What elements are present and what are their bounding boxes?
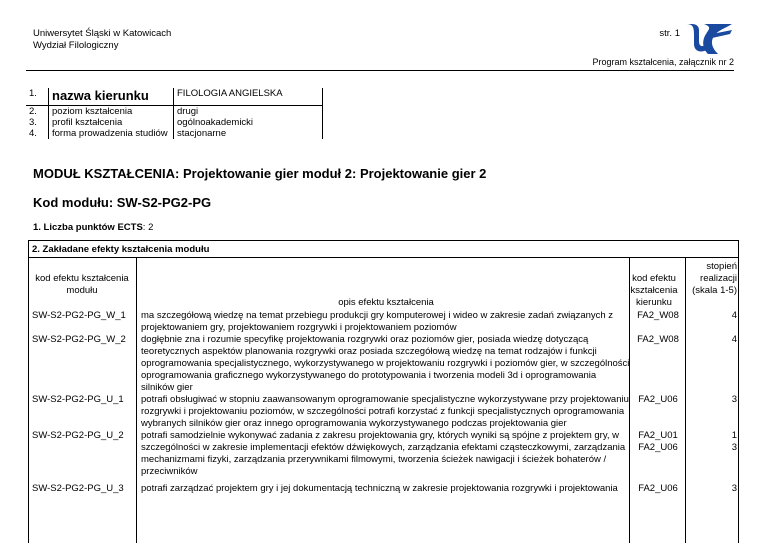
outcome-description: potrafi zarządzać projektem gry i jej dokumentacją techniczną w zakresie projektowania rozgrywki i projektowania <box>141 483 618 494</box>
info-name: profil kształcenia <box>49 117 174 128</box>
outcome-program-code: FA2_W08 <box>637 334 679 345</box>
info-name: nazwa kierunku <box>49 88 174 106</box>
outcome-program-code: FA2_U01 FA2_U06 <box>638 430 678 453</box>
university-logo <box>682 22 734 56</box>
outcomes-section <box>28 240 739 543</box>
outcome-level: 3 <box>731 483 737 494</box>
outcome-description: potrafi samodzielnie wykonywać zadania z zakresu projektowania gry, których wyniki są spójne z projektem gry, w szczególności w zakresie implementacji efektów dźwiękowych, zarządzania efektami cząsteczkowymi, zarządzania mechanizmami fizyki, zarządzania przerywnikami filmowymi, tworzenia ścieżek nawigacji i ścieżek bohaterów / przeciwników <box>141 430 626 477</box>
program-info-table <box>26 88 323 139</box>
info-name: poziom kształcenia <box>49 106 174 118</box>
program-annex: Program kształcenia, załącznik nr 2 <box>592 57 734 67</box>
outcome-description: ma szczegółową wiedzę na temat przebiegu produkcji gry komputerowej i wideo w zakresie zadań związanych z projektowaniem gry, projektowaniem rozgrywki i projektowaniem poziomów <box>141 310 614 333</box>
header-realization-level: stopień realizacji (skala 1-5) <box>692 261 737 296</box>
outcome-description: potrafi obsługiwać w stopniu zaawansowanym oprogramowanie specjalistyczne wykorzystywane przy projektowaniu rozgrywki i projektowaniu poziomów, w szczególności potrafi korzystać z funkcji specjalistycznych oprogramowania wybranych silników gier oraz innego oprogramowania wykorzystywanego podczas projektowania gier <box>141 394 629 429</box>
module-code: Kod modułu: SW-S2-PG2-PG <box>33 195 212 210</box>
info-num: 2. <box>26 106 49 118</box>
info-value: FILOLOGIA ANGIELSKA <box>174 88 323 106</box>
info-row <box>26 106 323 118</box>
column-divider <box>685 257 686 543</box>
info-row <box>26 117 323 128</box>
university-name: Uniwersytet Śląski w Katowicach <box>33 28 172 39</box>
outcome-code: SW-S2-PG2-PG_U_1 <box>32 394 124 405</box>
info-name: forma prowadzenia studiów <box>49 128 174 139</box>
header-program-code: kod efektu kształcenia kierunku <box>630 273 678 308</box>
outcome-level: 3 <box>731 394 737 405</box>
ects-points <box>33 222 153 233</box>
info-num: 3. <box>26 117 49 128</box>
outcome-level: 1 3 <box>731 430 737 453</box>
info-value: ogólnoakademicki <box>174 117 323 128</box>
info-row <box>26 88 323 106</box>
ects-value: : 2 <box>142 222 154 233</box>
outcome-program-code: FA2_U06 <box>638 483 678 494</box>
info-num: 4. <box>26 128 49 139</box>
header-divider <box>26 70 734 71</box>
ects-label: 1. Liczba punktów ECTS <box>33 222 143 233</box>
outcome-description: dogłębnie zna i rozumie specyfikę projektowania rozgrywki oraz poziomów gier, posiada wiedzę dotyczącą teoretycznych aspektów planowania rozgrywki oraz posiada szczegółową wiedzę na temat rodzajów i funkcji oprogramowania specjalistycznego, wykorzystywanego w projektowaniu rozgrywki i poziomów gier, w szczególności oprogramowania graficznego wykorzystywanego do prototypowania i tworzenia modeli 3d i oprogramowania silników gier <box>141 334 630 393</box>
info-num: 1. <box>26 88 49 106</box>
outcome-code: SW-S2-PG2-PG_W_2 <box>32 334 126 345</box>
header-left <box>33 28 171 52</box>
info-value: drugi <box>174 106 323 118</box>
info-value: stacjonarne <box>174 128 323 139</box>
info-row <box>26 128 323 139</box>
outcome-level: 4 <box>731 310 737 321</box>
outcome-code: SW-S2-PG2-PG_U_3 <box>32 483 124 494</box>
outcomes-title: 2. Zakładane efekty kształcenia modułu <box>32 244 210 255</box>
header-code: kod efektu kształcenia modułu <box>35 273 129 296</box>
module-title: MODUŁ KSZTAŁCENIA: Projektowanie gier moduł 2: Projektowanie gier 2 <box>33 166 487 181</box>
outcome-program-code: FA2_U06 <box>638 394 678 405</box>
faculty-name: Wydział Filologiczny <box>33 40 119 51</box>
page-number: str. 1 <box>659 28 680 39</box>
outcome-code: SW-S2-PG2-PG_U_2 <box>32 430 124 441</box>
column-divider <box>136 257 137 543</box>
outcome-level: 4 <box>731 334 737 345</box>
outcome-program-code: FA2_W08 <box>637 310 679 321</box>
outcome-code: SW-S2-PG2-PG_W_1 <box>32 310 126 321</box>
header-description: opis efektu kształcenia <box>338 297 434 308</box>
